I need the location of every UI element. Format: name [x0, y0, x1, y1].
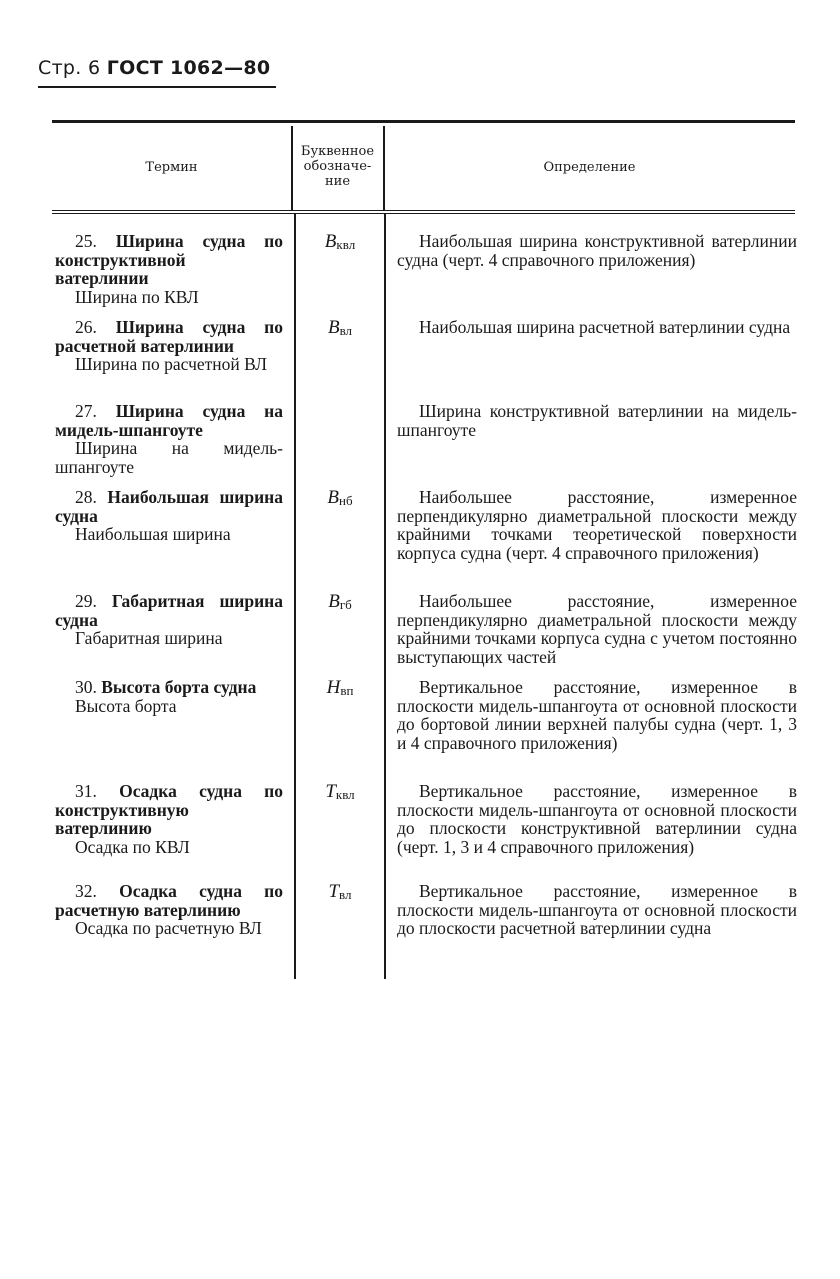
symbol-cell [296, 782, 384, 805]
definition-cell: Наибольшее расстояние, измеренное перпендикулярно диаметральной плоскости между крайними точками теоретической поверхности корпуса судна (черт. 4 справочного приложения) [397, 487, 797, 563]
header-term: Термин [145, 160, 198, 175]
term-cell [55, 232, 283, 306]
term-cell [55, 402, 283, 476]
term-number: 30. [75, 677, 97, 697]
page-header [38, 57, 270, 79]
term-cell [55, 488, 283, 544]
term-synonym: Высота борта [75, 695, 177, 716]
definition-cell: Вертикальное расстояние, измеренное в плоскости мидель-шпангоута от основной плоскости до плоскости расчетной ватерлинии судна [397, 881, 797, 938]
term-name: Высота борта судна [101, 677, 257, 697]
term-name: Ширина судна на мидель-шпангоуте [55, 401, 284, 440]
term-synonym: Осадка по КВЛ [75, 836, 190, 857]
definition-cell: Наибольшее расстояние, измеренное перпендикулярно диаметральной плоскости между крайними точками корпуса судна с учетом постоянно выступающих частей [397, 591, 797, 667]
term-number: 29. [75, 591, 97, 611]
term-number: 28. [75, 487, 97, 507]
symbol-base: H [326, 677, 341, 698]
table-top-rule [52, 120, 795, 123]
definition-cell: Вертикальное расстояние, измеренное в плоскости мидель-шпангоута от основной плоскости до бортовой линии верхней палубы судна (черт. 1, 3 и 4 справочного приложения) [397, 677, 797, 753]
symbol-base: T [328, 881, 340, 902]
term-number: 31. [75, 781, 97, 801]
term-name: Ширина судна по конструктивной ватерлинии [55, 231, 284, 288]
term-main [55, 232, 283, 288]
page-number: Стр. 6 [38, 57, 101, 79]
symbol-base: T [325, 781, 336, 802]
term-cell [55, 678, 283, 715]
term-main [55, 678, 283, 697]
term-name: Габаритная ширина судна [55, 591, 283, 630]
term-cell [55, 782, 283, 856]
column-divider [384, 214, 386, 979]
definition-cell: Вертикальное расстояние, измеренное в плоскости мидель-шпангоута от основной плоскости до плоскости конструктивной ватерлинии судна (черт. 1, 3 и 4 справочного приложения) [397, 781, 797, 857]
symbol-subscript: вл [339, 323, 353, 338]
term-number: 26. [75, 317, 97, 337]
term-number: 32. [75, 881, 97, 901]
symbol-cell [296, 882, 384, 905]
symbol-subscript: квл [335, 787, 355, 802]
symbol-cell [296, 232, 384, 255]
term-synonym: Ширина по расчетной ВЛ [75, 354, 268, 374]
definition-cell: Наибольшая ширина расчетной ватерлинии судна [419, 317, 791, 337]
symbol-base: B [324, 231, 337, 252]
term-number: 27. [75, 401, 97, 421]
symbol-base: B [328, 591, 340, 612]
term-cell [55, 592, 283, 648]
term-main [55, 488, 283, 525]
term-main [55, 782, 283, 838]
symbol-subscript: нб [339, 493, 353, 508]
definition-cell: Ширина конструктивной ватерлинии на мидель-шпангоуте [397, 401, 797, 440]
term-name: Осадка судна по конструктивную ватерлинию [55, 781, 283, 838]
standard-title: ГОСТ 1062—80 [106, 57, 271, 79]
term-synonym: Осадка по расчетную ВЛ [75, 918, 262, 938]
term-name: Ширина судна по расчетной ватерлинии [55, 317, 284, 356]
header-definition: Определение [543, 160, 636, 175]
term-main [55, 402, 283, 439]
symbol-base: B [327, 317, 340, 338]
header-rule [38, 86, 276, 88]
term-synonym: Наибольшая ширина [75, 524, 231, 544]
symbol-cell [296, 678, 384, 701]
symbol-subscript: вл [339, 887, 352, 902]
term-cell [55, 318, 283, 374]
symbol-cell [296, 318, 384, 341]
term-synonym: Ширина по КВЛ [75, 286, 199, 307]
header-rule-double [52, 213, 795, 214]
definition-cell: Наибольшая ширина конструктивной ватерлинии судна (черт. 4 справочного приложения) [397, 231, 797, 270]
symbol-subscript: квл [336, 237, 356, 252]
symbol-base: B [327, 487, 340, 508]
term-main [55, 592, 283, 629]
term-name: Осадка судна по расчетную ватерлинию [55, 881, 283, 920]
symbol-subscript: гб [339, 597, 352, 612]
term-name: Наибольшая ширина судна [55, 487, 283, 526]
header-rule-double [52, 210, 795, 211]
term-main [55, 882, 283, 919]
term-number: 25. [75, 231, 97, 251]
symbol-cell [296, 488, 384, 511]
symbol-subscript: вп [340, 683, 354, 698]
header-symbol: Буквенное обозначе- ние [300, 144, 375, 189]
term-synonym: Ширина на мидель-шпангоуте [55, 438, 283, 477]
term-synonym: Габаритная ширина [75, 628, 223, 648]
term-main [55, 318, 283, 355]
symbol-cell [296, 592, 384, 615]
term-cell [55, 882, 283, 938]
